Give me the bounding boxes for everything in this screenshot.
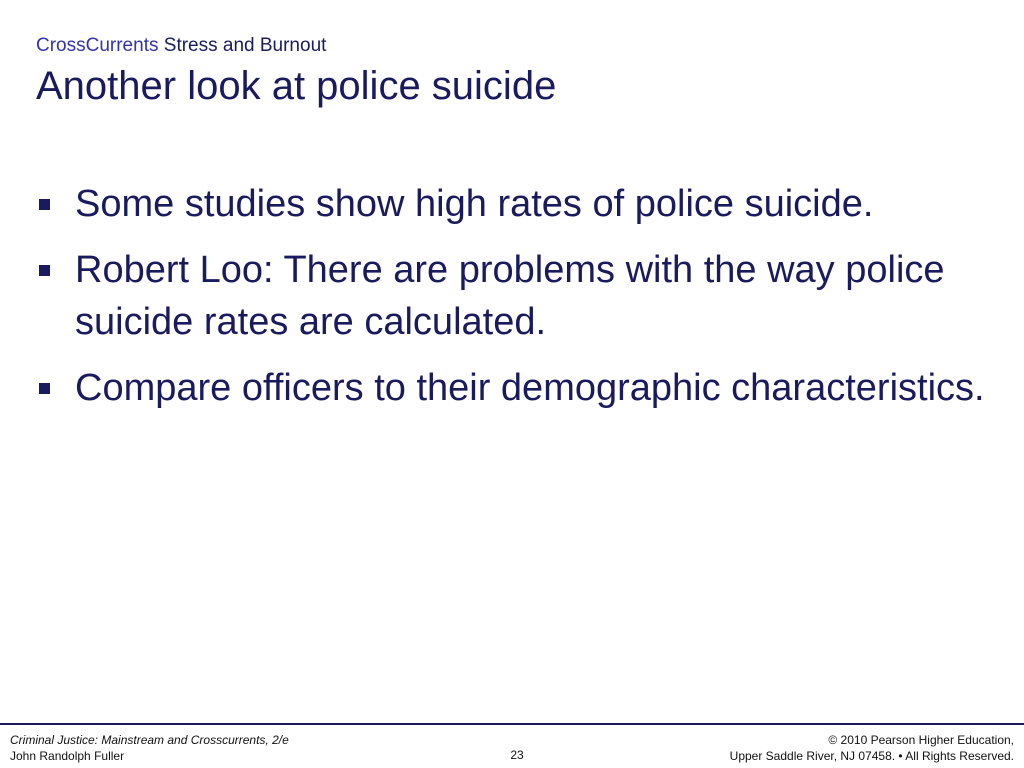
copyright-line-2: Upper Saddle River, NJ 07458. • All Rights Reserved. bbox=[729, 749, 1014, 763]
bullet-text: Robert Loo: There are problems with the way police suicide rates are calculated. bbox=[75, 249, 945, 343]
bullet-text: Compare officers to their demographic characteristics. bbox=[75, 367, 985, 409]
slide-header bbox=[36, 34, 986, 110]
footer-book-info bbox=[10, 732, 289, 764]
bullet-list bbox=[36, 178, 986, 428]
bullet-text: Some studies show high rates of police suicide. bbox=[75, 183, 874, 225]
book-author: John Randolph Fuller bbox=[10, 749, 125, 763]
footer-divider bbox=[0, 723, 1024, 725]
copyright-line-1: © 2010 Pearson Higher Education, bbox=[828, 733, 1014, 747]
square-bullet-icon bbox=[39, 383, 50, 394]
book-title: Criminal Justice: Mainstream and Crosscurrents, 2/e bbox=[10, 733, 289, 747]
bullet-item bbox=[36, 178, 986, 230]
series-label: CrossCurrents bbox=[36, 35, 159, 56]
page-number: 23 bbox=[510, 748, 524, 762]
bullet-item bbox=[36, 362, 986, 414]
bullet-item bbox=[36, 244, 986, 348]
square-bullet-icon bbox=[39, 199, 50, 210]
slide-title: Another look at police suicide bbox=[36, 64, 557, 108]
topic-label: Stress and Burnout bbox=[163, 35, 327, 56]
square-bullet-icon bbox=[39, 265, 50, 276]
footer-copyright bbox=[730, 732, 1014, 764]
section-kicker bbox=[36, 34, 986, 58]
